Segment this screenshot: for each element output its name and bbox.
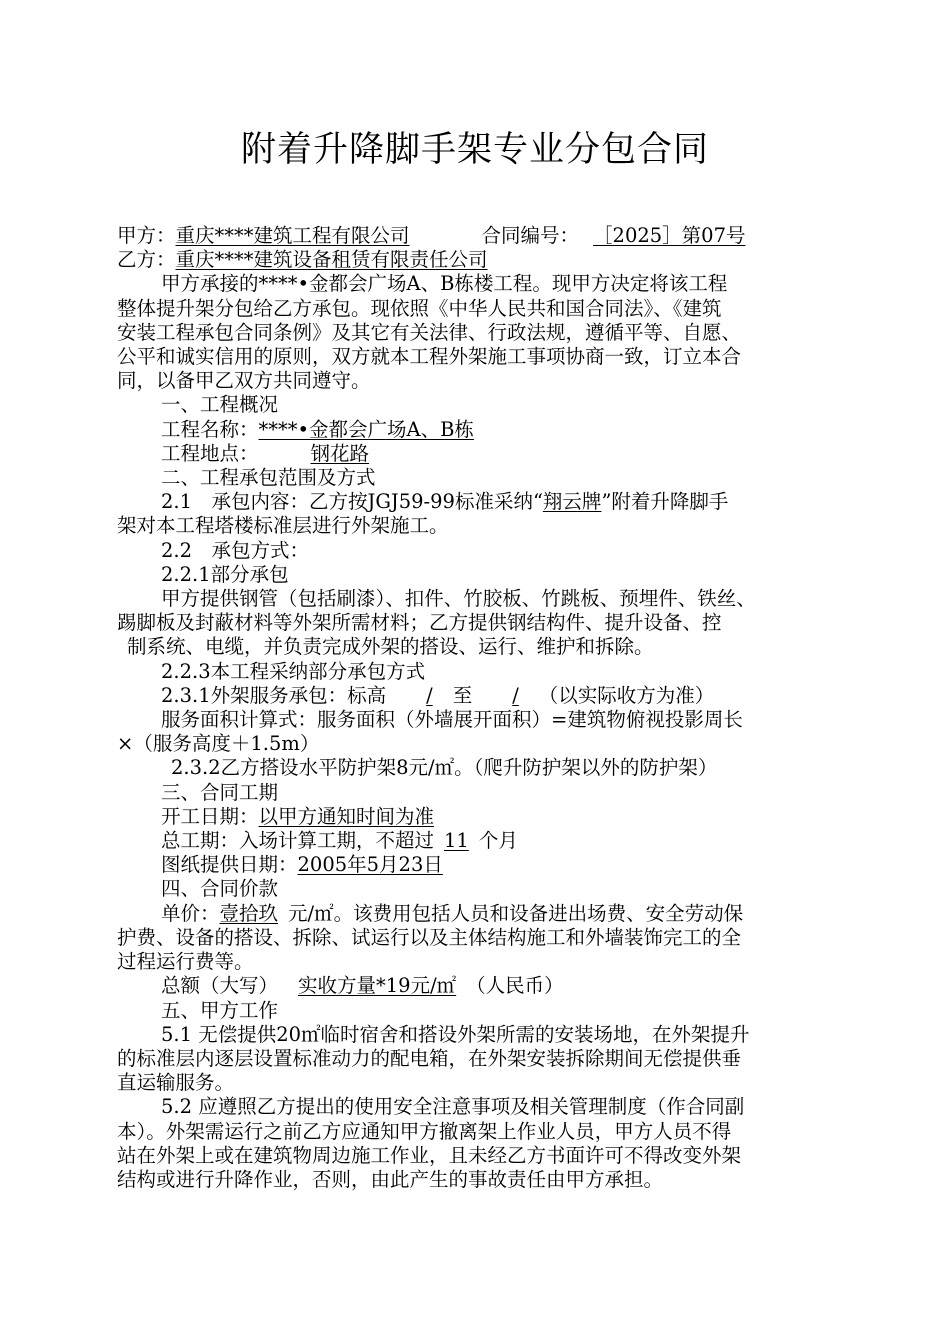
preamble xyxy=(117,272,839,393)
contract-no-label: 合同编号： xyxy=(481,224,580,247)
section-1-heading: 一、工程概况 xyxy=(161,393,279,417)
total-amount-value: 实收方量*19元/㎡ xyxy=(298,974,457,998)
preamble-line: 整体提升架分包给乙方承包。现依照《中华人民共和国合同法》、《建筑 xyxy=(117,296,722,320)
clause-2-2-3: 2.2.3本工程采纳部分承包方式 xyxy=(161,659,426,683)
project-location-value: 钢花路 xyxy=(310,441,370,465)
elevation-from: / xyxy=(426,683,433,707)
party-b-line xyxy=(117,248,839,272)
clause-2-2-1-text: 踢脚板及封蔽材料等外架所需材料；乙方提供钢结构件、提升设备、控 xyxy=(117,611,722,635)
unit-price-line: 单价：壹拾玖 元/㎡。该费用包括人员和设备进出场费、安全劳动保 xyxy=(161,901,744,925)
clause-5-2-cont: 本）。外架需运行之前乙方应通知甲方撤离架上作业人员，甲方人员不得 xyxy=(117,1119,732,1143)
party-a-name: 重庆****建筑工程有限公司 xyxy=(175,224,410,247)
clause-5-2: 5.2 应遵照乙方提出的使用安全注意事项及相关管理制度（作合同副 xyxy=(161,1095,745,1119)
start-date-value: 以甲方通知时间为准 xyxy=(258,804,435,828)
section-5-heading: 五、甲方工作 xyxy=(161,998,279,1022)
total-duration-value: 11 xyxy=(444,829,469,853)
project-name-line xyxy=(117,418,839,442)
unit-price-value: 壹拾玖 xyxy=(219,901,279,925)
start-date-line: 开工日期：以甲方通知时间为准 xyxy=(117,805,839,829)
clause-5-1: 5.1 无偿提供20㎡临时宿舍和搭设外架所需的安装场地，在外架提升 xyxy=(161,1022,750,1046)
contract-body xyxy=(117,224,839,1192)
clause-2-2: 2.2 承包方式： xyxy=(161,538,310,562)
clause-5-2-cont: 结构或进行升降作业，否则，由此产生的事故责任由甲方承担。 xyxy=(117,1167,664,1191)
drawing-date-line: 图纸提供日期：2005年5月23日 xyxy=(117,853,839,877)
clause-2-3-1: 2.3.1外架服务承包：标高 / 至 / （以实际收方为准） xyxy=(161,683,715,707)
preamble-line: 公平和诚实信用的原则，双方就本工程外架施工事项协商一致，订立本合 xyxy=(117,345,742,369)
project-name-value: ****•金都会广场A、B栋 xyxy=(258,417,474,441)
section-4-heading: 四、合同价款 xyxy=(161,877,279,901)
clause-5-1-cont: 直运输服务。 xyxy=(117,1071,235,1095)
contract-no: ［2025］第07号 xyxy=(593,224,746,247)
project-location-label: 工程地点： xyxy=(161,441,259,465)
service-area-formula-cont: ×（服务高度＋1.5m） xyxy=(117,732,320,756)
drawing-date-value: 2005年5月23日 xyxy=(297,853,443,877)
clause-2-3-2: 2.3.2乙方搭设水平防护架8元/㎡。（爬升防护架以外的防护架） xyxy=(171,756,718,780)
clause-5-1-cont: 的标准层内逐层设置标准动力的配电箱，在外架安装拆除期间无偿提供垂 xyxy=(117,1046,742,1070)
unit-price-cont: 过程运行费等。 xyxy=(117,950,254,974)
preamble-line: 安装工程承包合同条例》及其它有关法律、行政法规，遵循平等、自愿、 xyxy=(117,320,742,344)
section-2-heading: 二、工程承包范围及方式 xyxy=(161,466,376,490)
clause-5-2-cont: 站在外架上或在建筑物周边施工作业，且未经乙方书面许可不得改变外架 xyxy=(117,1143,742,1167)
total-amount-line: 总额（大写） 实收方量*19元/㎡ （人民币） xyxy=(161,974,564,998)
brand-name: 翔云牌 xyxy=(542,490,602,514)
party-a-line xyxy=(117,224,839,248)
service-area-formula: 服务面积计算式：服务面积（外墙展开面积）=建筑物俯视投影周长 xyxy=(161,708,743,732)
preamble-line: 甲方承接的****•金都会广场A、B栋楼工程。现甲方决定将该工程 xyxy=(161,272,728,296)
party-b-name: 重庆****建筑设备租赁有限责任公司 xyxy=(175,248,488,272)
section-3-heading: 三、合同工期 xyxy=(161,780,279,804)
document-title: 附着升降脚手架专业分包合同 xyxy=(240,130,709,170)
preamble-line: 同，以备甲乙双方共同遵守。 xyxy=(117,369,371,393)
party-a-label: 甲方： xyxy=(117,224,176,247)
clause-2-1: 2.1 承包内容：乙方按JGJ59-99标准采纳“翔云牌”附着升降脚手 xyxy=(161,490,729,514)
unit-price-cont: 护费、设备的搭设、拆除、试运行以及主体结构施工和外墙装饰完工的全 xyxy=(117,925,742,949)
project-location-line xyxy=(117,442,839,466)
clause-2-2-1: 2.2.1部分承包 xyxy=(161,562,289,586)
elevation-to: / xyxy=(512,683,519,707)
clause-2-2-1-text: 制系统、电缆，并负责完成外架的搭设、运行、维护和拆除。 xyxy=(127,635,654,659)
project-name-label: 工程名称： xyxy=(161,417,259,441)
clause-2-1-cont: 架对本工程塔楼标准层进行外架施工。 xyxy=(117,514,449,538)
clause-2-2-1-text: 甲方提供钢管（包括刷漆）、扣件、竹胶板、竹跳板、预埋件、铁丝、 xyxy=(161,587,756,611)
party-b-label: 乙方： xyxy=(117,248,176,272)
total-duration-line: 总工期：入场计算工期，不超过 11 个月 xyxy=(161,829,518,853)
